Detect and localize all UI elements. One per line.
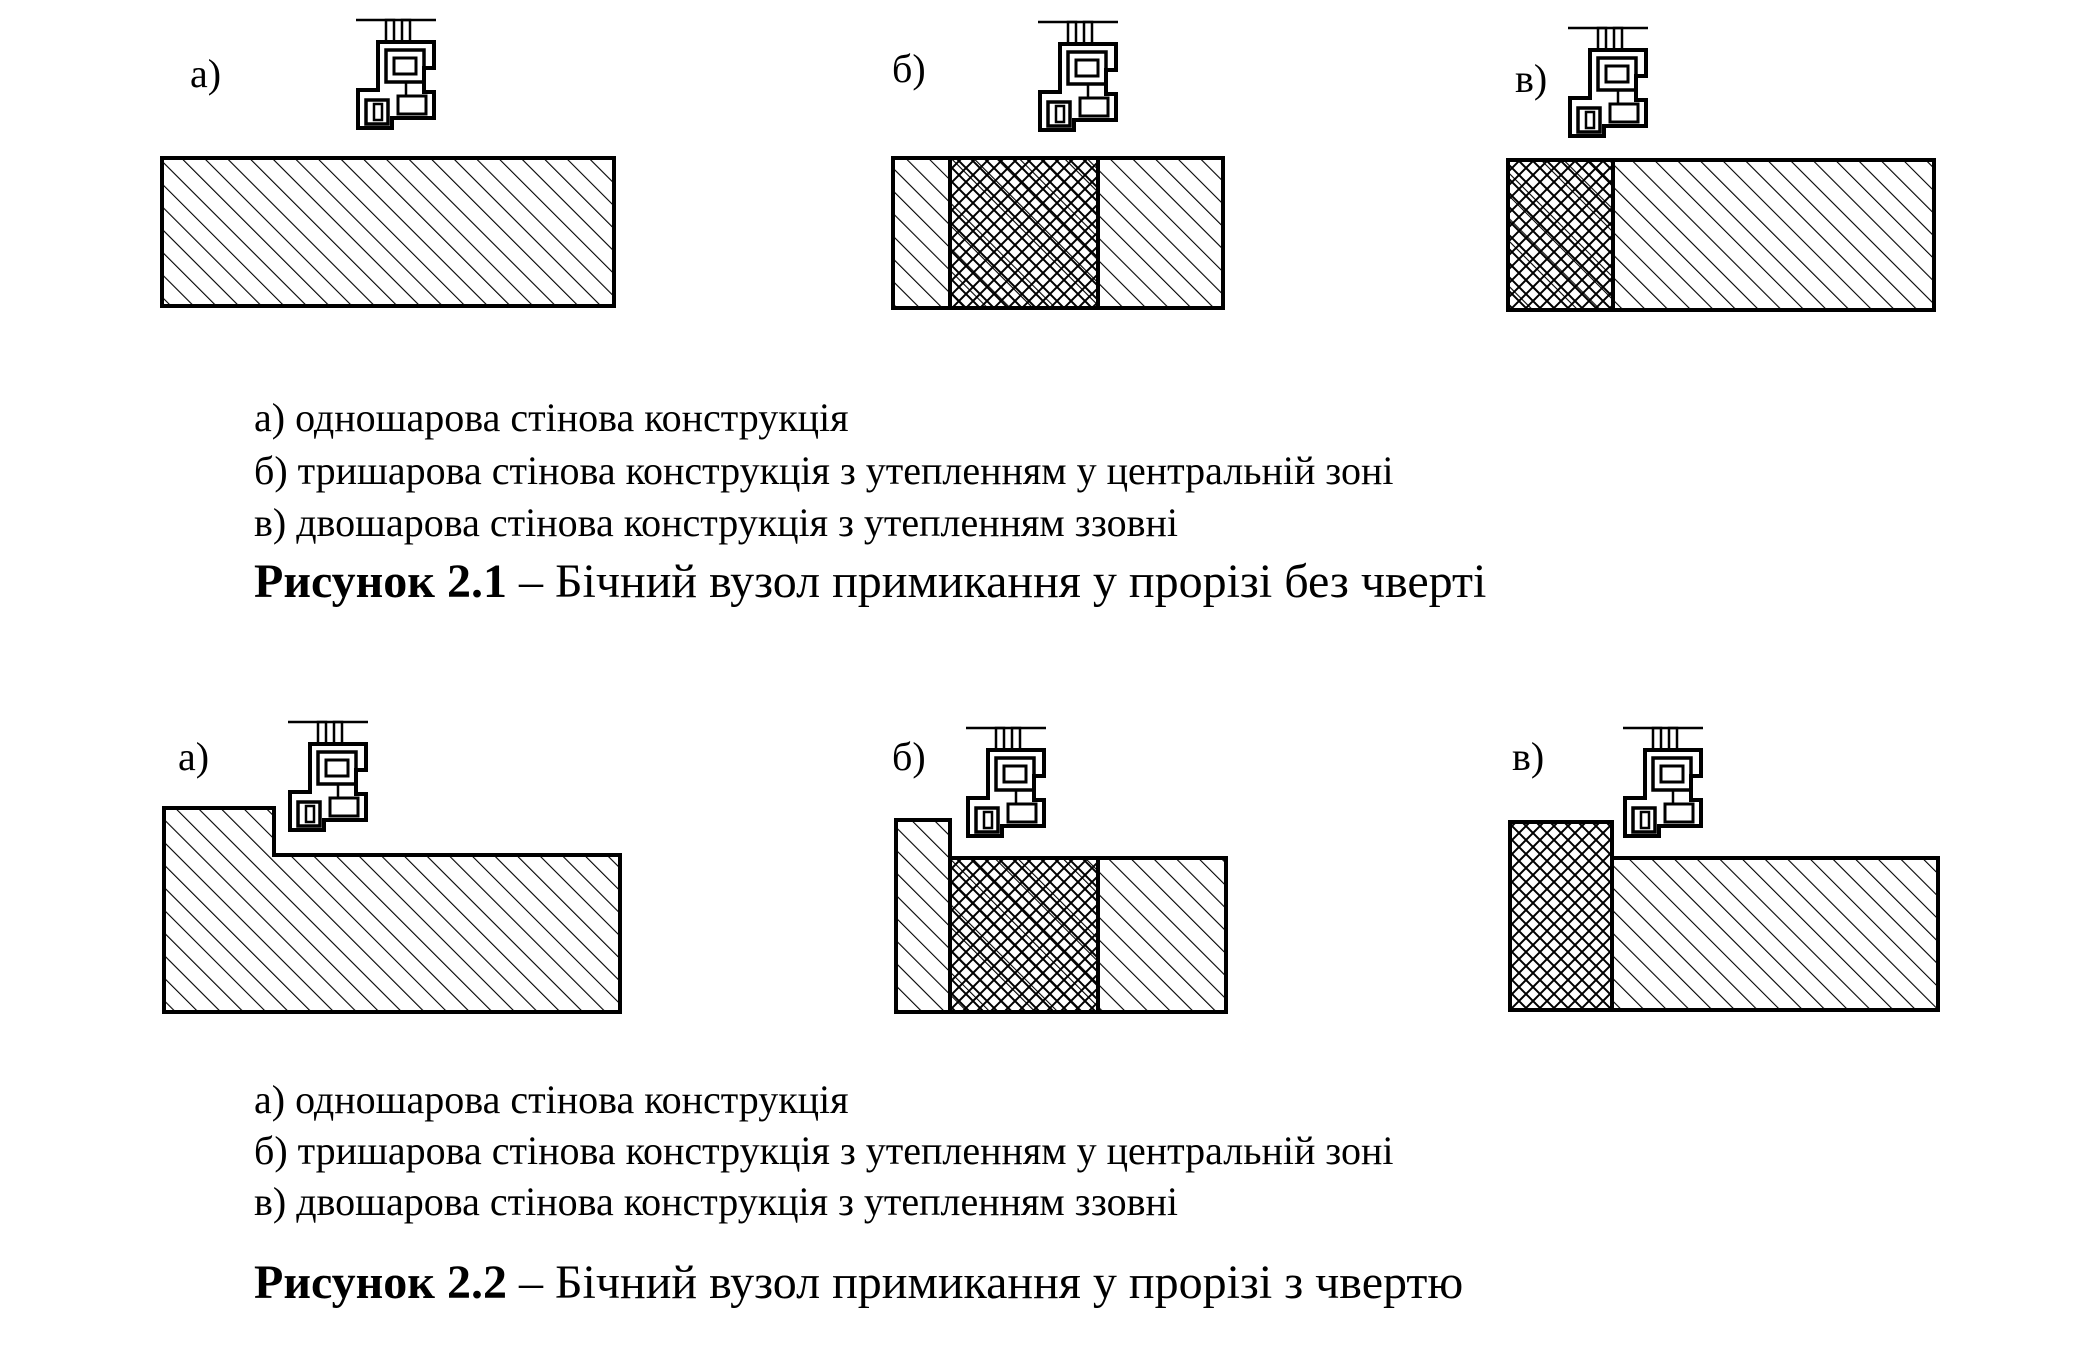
fig1-label-c: в) [1515,56,1548,101]
fig2-label-a: а) [178,734,210,779]
fig2-item-c: в) двошарова стінова конструкція з утепленням ззовні [254,1179,1179,1224]
fig1-c-wall [1508,28,1934,310]
fig1-a-wall [162,20,614,306]
fig1-label-b: б) [892,46,926,91]
fig1-label-a: а) [190,51,222,96]
fig2-label-c: в) [1512,734,1545,779]
fig1-caption-number: Рисунок 2.1 [254,555,507,608]
fig2-caption [254,1256,1464,1309]
fig2-caption-number: Рисунок 2.2 [254,1256,507,1309]
fig1-item-a: а) одношарова стінова конструкція [254,395,849,440]
fig2-b-wall [896,728,1226,1012]
fig2-a-wall [164,722,620,1012]
fig1-item-b: б) тришарова стінова конструкція з утепленням у центральній зоні [254,448,1394,493]
fig2-item-a: а) одношарова стінова конструкція [254,1077,849,1122]
fig1-caption-text: – Бічний вузол примикання у прорізі без чверті [506,555,1487,608]
fig1-item-c: в) двошарова стінова конструкція з утепленням ззовні [254,500,1179,545]
fig2-c-wall [1510,728,1938,1010]
fig1-b-wall [893,22,1223,308]
fig1-caption [254,555,1487,608]
fig2-item-b: б) тришарова стінова конструкція з утепленням у центральній зоні [254,1128,1394,1173]
fig2-caption-text: – Бічний вузол примикання у прорізі з чвертю [506,1256,1464,1309]
fig2-label-b: б) [892,734,926,779]
